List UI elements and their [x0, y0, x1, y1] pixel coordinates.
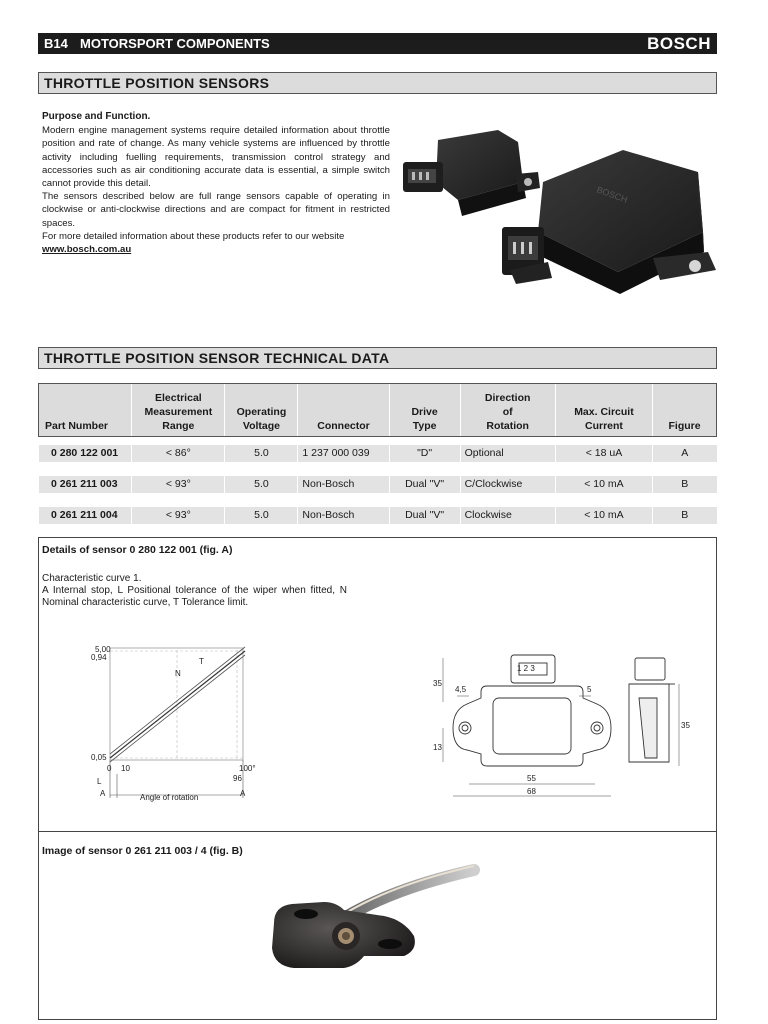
col-max-current: Max. Circuit Current: [555, 384, 652, 437]
purpose-paragraph-1: Modern engine management systems require detailed information about throttle position and rate of change. As many vehicle systems are influenced by throttle activity including fuelling requirements, transmission control strategy and accessories such as air conditioning accurate data is essential, a simple switch cannot provide this detail.: [42, 125, 390, 190]
curve-label-n: N: [175, 669, 181, 678]
sensors-product-photo: [398, 112, 720, 312]
sensor-dimension-drawing: [417, 638, 707, 808]
brand-logo: BOSCH: [647, 34, 711, 53]
dim-4-5: 4,5: [455, 685, 467, 694]
section-title-text: THROTTLE POSITION SENSOR TECHNICAL DATA: [44, 350, 390, 366]
characteristic-curve-diagram: [77, 638, 307, 808]
dim-35-right: 35: [681, 721, 690, 730]
curve-x-100: 100°: [239, 764, 256, 773]
col-operating-voltage: Operating Voltage: [225, 384, 298, 437]
dim-68: 68: [527, 787, 536, 796]
curve-y-low: 0,05: [91, 753, 107, 762]
detail-b-title: Image of sensor 0 261 211 003 / 4 (fig. B): [42, 845, 243, 857]
page-code: B14: [44, 36, 68, 51]
sensor-b-photo: [264, 858, 484, 1008]
purpose-paragraph-3: For more detailed information about these products refer to our website: [42, 230, 345, 242]
purpose-heading: Purpose and Function.: [42, 111, 151, 122]
sensor-details-box: [38, 537, 717, 1020]
purpose-text-block: [42, 110, 390, 256]
header-title: MOTORSPORT COMPONENTS: [80, 36, 270, 51]
col-drive-type: Drive Type: [389, 384, 460, 437]
section-title-sensors: [38, 72, 717, 94]
curve-x-0: 0: [107, 764, 112, 773]
col-figure: Figure: [653, 384, 717, 437]
curve-label-t: T: [199, 657, 204, 666]
purpose-paragraph-2: The sensors described below are full range sensors capable of operating in clockwise or anti-clockwise directions and are compact for fitment in restricted spaces.: [42, 191, 390, 229]
detail-divider: [39, 831, 716, 832]
curve-x-96: 96: [233, 774, 242, 783]
col-part-number: Part Number: [39, 384, 132, 437]
website-link[interactable]: www.bosch.com.au: [42, 244, 132, 256]
table-row: 0 280 122 001 < 86° 5.0 1 237 000 039 "D" Optional < 18 uA A: [39, 445, 717, 462]
dim-55: 55: [527, 774, 536, 783]
col-measurement-range: Electrical Measurement Range: [132, 384, 225, 437]
table-header-row: [39, 384, 717, 437]
table-row: 0 261 211 004 < 93° 5.0 Non-Bosch Dual "V" Clockwise < 10 mA B: [39, 507, 717, 524]
sensor-small: [403, 130, 540, 216]
curve-label-l: L: [97, 777, 102, 786]
curve-x-10: 10: [121, 764, 130, 773]
curve-label-a-right: A: [240, 789, 246, 798]
drawing-pin-numbers: 1 2 3: [517, 664, 535, 673]
col-connector: Connector: [298, 384, 389, 437]
dim-13: 13: [433, 743, 442, 752]
header-bar: [38, 33, 717, 54]
sensor-large: [502, 150, 716, 294]
section-title-text: THROTTLE POSITION SENSORS: [44, 75, 270, 91]
detail-a-title: Details of sensor 0 280 122 001 (fig. A): [42, 544, 233, 556]
curve-y-top: 5,00: [95, 645, 111, 654]
svg-text:BOSCH: BOSCH: [595, 184, 629, 205]
curve-y-high: 0,94: [91, 653, 107, 662]
dim-35-left: 35: [433, 679, 442, 688]
dim-5: 5: [587, 685, 592, 694]
curve-label-a-left: A: [100, 789, 106, 798]
col-direction: Direction of Rotation: [460, 384, 555, 437]
table-row: 0 261 211 003 < 93° 5.0 Non-Bosch Dual "V" C/Clockwise < 10 mA B: [39, 476, 717, 493]
detail-a-description: Characteristic curve 1. A Internal stop, L Positional tolerance of the wiper when fitted, N Nominal characteristic curve, T Tolerance limit.: [42, 573, 347, 608]
curve-x-label: Angle of rotation: [140, 793, 199, 802]
section-title-technical-data: [38, 347, 717, 369]
technical-data-table: [38, 383, 717, 524]
